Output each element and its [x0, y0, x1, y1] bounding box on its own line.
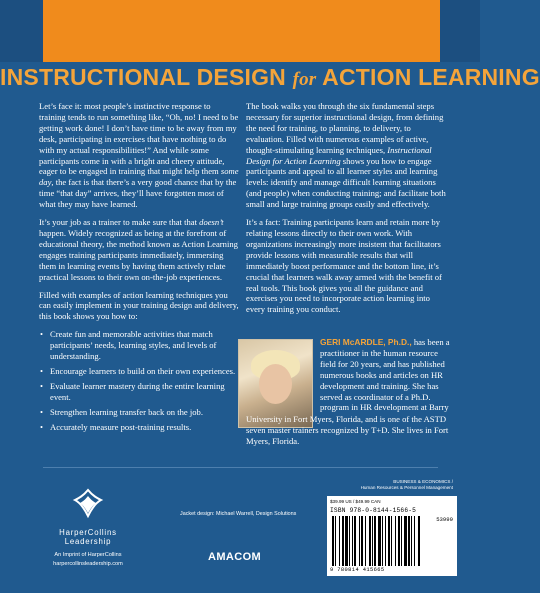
list-item: • Accurately measure post-training results.	[39, 422, 239, 433]
divider	[43, 467, 438, 468]
jacket-credit: Jacket design: Michael Warrell, Design Solutions	[180, 511, 297, 517]
barcode-digits: 9 780814 415665	[330, 567, 385, 574]
harpercollins-flame-icon	[43, 488, 133, 524]
publisher-name: HarperCollins	[59, 528, 117, 537]
author-bio-continued: University in Fort Myers, Florida, and is one of the ASTD seven master trainers recognized by T+D. She lives in Fort Myers, Florida.	[246, 414, 449, 446]
barcode-addon: 53999	[436, 516, 453, 524]
intro-paragraph: Let’s face it: most people’s instinctive response to training tends to run something like, “Oh, no! I need to be getting work done! I don’t have time to be away from my desk, participating in exercises that have nothing to do with my actual responsibilities!” And while some participants come in with a bright and cheery attitude, eager to be engaged in training that might help them some day, the fact is that there’s a very good chance that by the time “that day” arrives, they’ll have forgotten most of what they may have learned.	[39, 101, 239, 210]
trainer-paragraph: It’s your job as a trainer to make sure that that doesn’t happen. Widely recognized as being at the forefront of educational theory, the method known as Action Learning engages training participants immediately, immersing them in learning events by having them actively relate practical lessons to their own on-the-job experiences.	[39, 217, 238, 282]
publisher-logo	[43, 488, 133, 567]
barcode-icon	[332, 516, 452, 566]
title-for: for	[292, 69, 317, 90]
howto-paragraph: Filled with examples of action learning techniques you can easily implement in your training design and delivery, this book shows you how to:	[39, 289, 239, 322]
barcode-area	[327, 479, 457, 576]
benefits-list	[39, 329, 239, 432]
title-part2: ACTION LEARNING	[316, 64, 540, 90]
author-name: GERI McARDLE, Ph.D.,	[320, 337, 412, 347]
title-part1: INSTRUCTIONAL DESIGN	[0, 64, 293, 90]
publisher-sub: Leadership	[64, 537, 112, 546]
barcode-box	[327, 496, 457, 576]
right-column	[246, 101, 449, 322]
price: $39.99 US / $49.99 CAN	[330, 499, 381, 505]
steps-paragraph: The book walks you through the six fundamental steps necessary for superior instructional design, from defining the need for training, to planning, to delivery, to evaluation. Filled with numerous examples of active, thought-stimulating learning techniques, Instructional Design for Action Learning shows you how to engage participants and appeal to all learner styles and learning levels: identify and manage difficult learning situations (and people) when conducting training; and facilitate both small and large training groups easily and effectively.	[246, 101, 446, 210]
list-item: • Create fun and memorable activities that match participants’ needs, learning styles, and levels of understanding.	[39, 329, 239, 362]
book-title	[0, 64, 540, 91]
left-column	[39, 101, 239, 436]
list-item: • Encourage learners to build on their own experiences.	[39, 366, 239, 377]
imprint-line: An Imprint of HarperCollins	[54, 552, 122, 558]
publisher-url: harpercollinsleadership.com	[53, 561, 123, 567]
isbn: ISBN 978-0-8144-1566-5	[330, 507, 417, 515]
fact-paragraph: It’s a fact: Training participants learn and retain more by relating lessons directly to their own work. With organizations increasingly more insistent that facilitators provide lessons with measurable results that will immediately boost performance and the bottom line, it’s crucial that learners walk away armed with the benefit of real tools. This book gives you all the guidance and exercises you need to incorporate action learning into every training you conduct.	[246, 217, 442, 315]
author-bio: GERI McARDLE, Ph.D., has been a practitioner in the human resource field for 20 years, and has published numerous books and articles on HR development and training. She has served as coordinator of a Ph.D. program in HR development at Barry	[320, 337, 450, 413]
list-item: • Evaluate learner mastery during the entire learning event.	[39, 381, 239, 403]
category-label: BUSINESS & ECONOMICS / Human Resources & Personnel Management	[360, 479, 453, 490]
list-item: • Strengthen learning transfer back on the job.	[39, 407, 239, 418]
orange-accent-block	[43, 0, 440, 62]
amacom-logo: AMACOM	[208, 551, 262, 563]
